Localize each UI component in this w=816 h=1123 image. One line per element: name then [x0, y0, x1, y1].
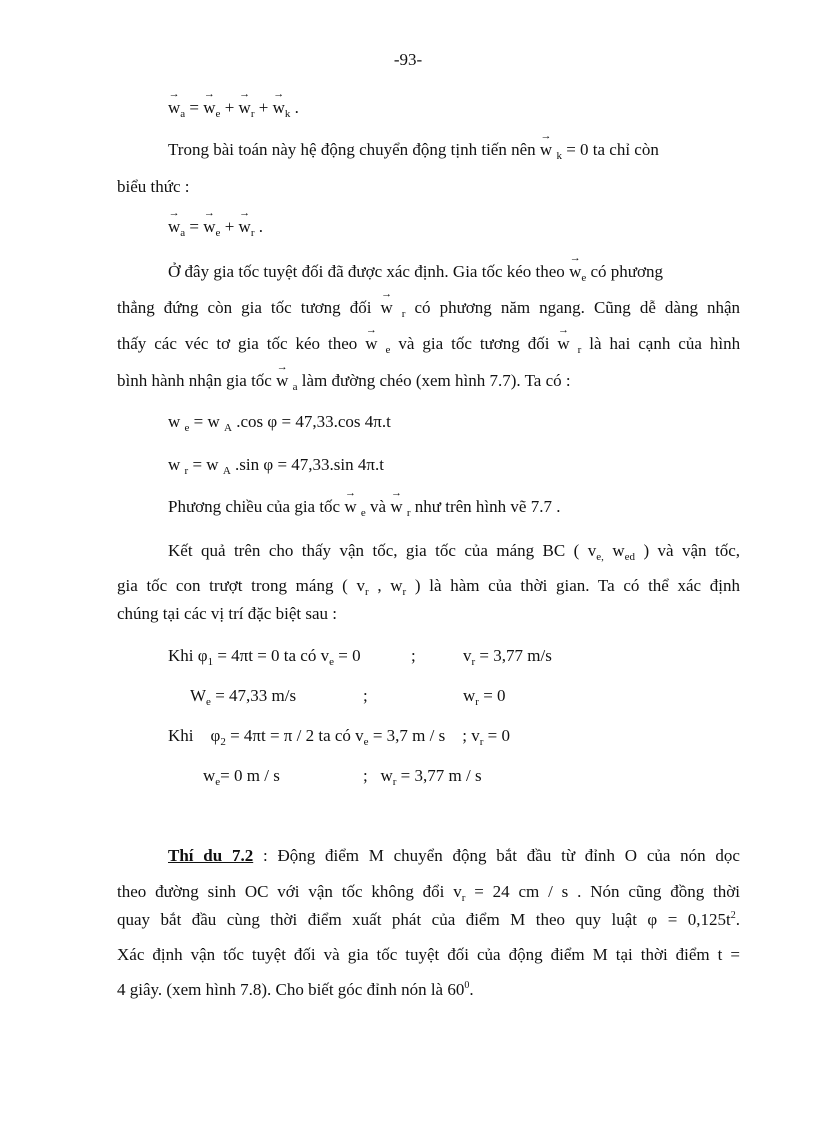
example-line: quay bắt đầu cùng thời điểm xuất phát của điểm M theo quy luật $\varphi = 0,125t^2$. [117, 910, 740, 929]
case-line: ; $w_r = 3,77$ m / s [363, 766, 482, 788]
paragraph-line: Ở đây gia tốc tuyệt đối đã được xác định. Gia tốc kéo theo → $w_e$ có phương [168, 262, 663, 282]
case-line: Khi $\varphi_1 = 4\pi t = 0$ ta có $v_e = 0$ [168, 646, 361, 668]
equation-simplified: → $w_a$ = → $w_e$ + → $w_r$ . [168, 217, 263, 237]
equation-absolute-acceleration: → $w_a$ = → $w_e$ + → $w_r$ + → $w_k$ . [168, 98, 299, 118]
case-line: $W_e = 47,33$ m/s [190, 686, 297, 708]
equation-we: w $_e$ = w $_A$ .cos φ = 47,33.cos 4π.t [168, 412, 391, 434]
paragraph-line: Trong bài toán này hệ động chuyển động tịnh tiến nên → w $_k$ = 0 ta chỉ còn [168, 140, 659, 160]
paragraph-line: thấy các véc tơ gia tốc kéo theo → w $_e$ và gia tốc tương đối → w $_r$ là hai cạnh của hình [117, 334, 740, 354]
paragraph-line: Kết quả trên cho thấy vận tốc, gia tốc của máng BC ( $v_{e,}$ $w_{ed}$ ) và vận tốc, [168, 541, 741, 563]
example-line: 4 giây. (xem hình 7.8). Cho biết góc đỉnh nón là $60^0$. [117, 980, 474, 999]
paragraph-line: bình hành nhận gia tốc → w $_a$ làm đường chéo (xem hình 7.7). Ta có : [117, 371, 571, 391]
case-separator: ; [411, 646, 416, 665]
paragraph-line: gia tốc con trượt trong máng ( $v_r$ , $w_r$ ) là hàm của thời gian. Ta có thể xác định [117, 576, 741, 598]
case-line: Khi $\varphi_2 = 4\pi t = \pi / 2$ ta có $v_e = 3,7$ m / s ; $v_r = 0$ [168, 726, 510, 748]
page-number: -93- [393, 50, 423, 69]
paragraph-line: Phương chiều của gia tốc → w $_e$ và → w $_r$ như trên hình vẽ 7.7 . [168, 497, 560, 517]
paragraph-line: chúng tại các vị trí đặc biệt sau : [117, 604, 337, 623]
paragraph-line: thẳng đứng còn gia tốc tương đối → w $_r$ có phương năm ngang. Cũng dễ dàng nhận [117, 298, 740, 318]
equation-wr: w $_r$ = w $_A$ .sin φ = 47,33.sin 4π.t [168, 455, 384, 477]
case-line: $w_r = 0$ [463, 686, 506, 708]
paragraph-line: biểu thức : [117, 177, 190, 196]
case-line: $w_e= 0$ m / s [203, 766, 280, 788]
example-line: theo đường sinh OC với vận tốc không đổi $v_r = 24$ cm / s . Nón cũng đồng thời [117, 882, 741, 904]
example-line: Thí du 7.2 : Động điểm M chuyển động bắt đầu từ đỉnh O của nón dọc [168, 846, 740, 865]
case-line: $v_r = 3,77$ m/s [463, 646, 552, 668]
case-separator: ; [363, 686, 368, 705]
example-line: Xác định vận tốc tuyệt đối và gia tốc tuyệt đối của động điểm M tại thời điểm t = [117, 945, 740, 964]
example-label: Thí du 7.2 [168, 846, 254, 865]
